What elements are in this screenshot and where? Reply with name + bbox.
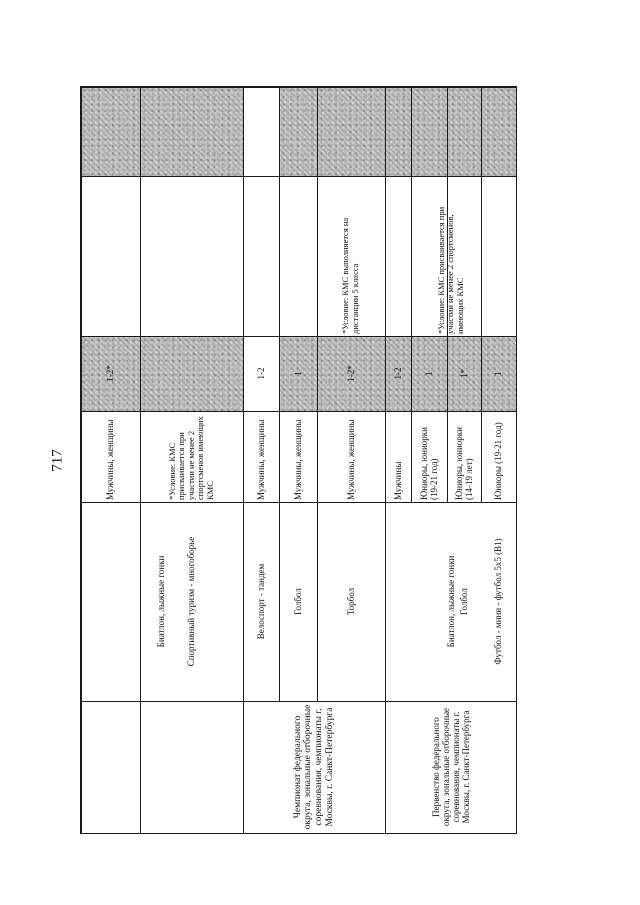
place-cell: 1 <box>423 371 434 376</box>
group-cell: Юниоры, юниорки (19-21 год) <box>418 427 439 500</box>
place-cell: 1-2 <box>392 367 403 380</box>
place-cell: 1* <box>458 369 469 378</box>
place-cell: 1-2* <box>104 365 115 382</box>
shaded-cell <box>140 86 243 176</box>
rotated-table <box>80 86 517 834</box>
discipline-cell: Голбол <box>292 588 303 615</box>
group-cell: Юниоры (19-21 год) <box>493 422 504 500</box>
discipline-cell: Голбол <box>458 588 469 615</box>
event-title: Первенство федерального округа, зональные отборочные соревнования, чемпионаты г. Москвы, г. Санкт-Петербурга <box>430 707 472 827</box>
discipline-cell: Биатлон, лыжные гонки <box>445 555 456 648</box>
group-cell: Мужчины, женщины <box>255 419 266 500</box>
discipline-cell: Футбол - мини - футбол 5х5 (В1) <box>493 538 504 665</box>
event-title: Чемпионат федерального округа, зональные отборочные соревнования, чемпионаты г. Москвы, г. Санкт-Петербурга <box>292 704 335 830</box>
group-cell: Мужчины, женщины <box>104 419 115 500</box>
group-cell: Мужчины, женщины <box>292 419 303 500</box>
condition-text: *Условие: КМС выполняется на дистанции 5 класса <box>340 217 360 334</box>
condition-text: *Условие: КМС присваивается при участии не менее 2 спортсменов, имеющих КМС <box>435 206 465 334</box>
page-number: 717 <box>49 449 66 472</box>
condition-text: *Условие: КМС присваивается при участии не менее 2 спортсменов имеющих КМС <box>166 416 215 500</box>
discipline-cell: Биатлон, лыжные гонки <box>156 555 167 648</box>
group-cell: Мужчины, женщины <box>345 419 356 500</box>
shaded-cell <box>279 86 317 176</box>
shaded-cell <box>80 86 140 176</box>
group-cell: Юниоры, юниорки (14-19 лет) <box>453 427 474 500</box>
shaded-cell <box>317 86 385 176</box>
shaded-cell <box>140 336 243 411</box>
group-cell: Мужчины <box>392 461 403 500</box>
event-cell <box>243 702 385 832</box>
place-cell: 1 <box>292 371 303 376</box>
discipline-cell: Торбол <box>345 587 356 616</box>
discipline-cell: Велоспорт - тандем <box>255 563 266 640</box>
discipline-cell: Спортивный туризм - многоборье <box>186 536 197 667</box>
place-cell: 1 <box>493 371 504 376</box>
shaded-cell <box>385 86 517 176</box>
place-cell: 1-2 <box>255 367 266 380</box>
place-cell: 1-2* <box>345 365 356 382</box>
